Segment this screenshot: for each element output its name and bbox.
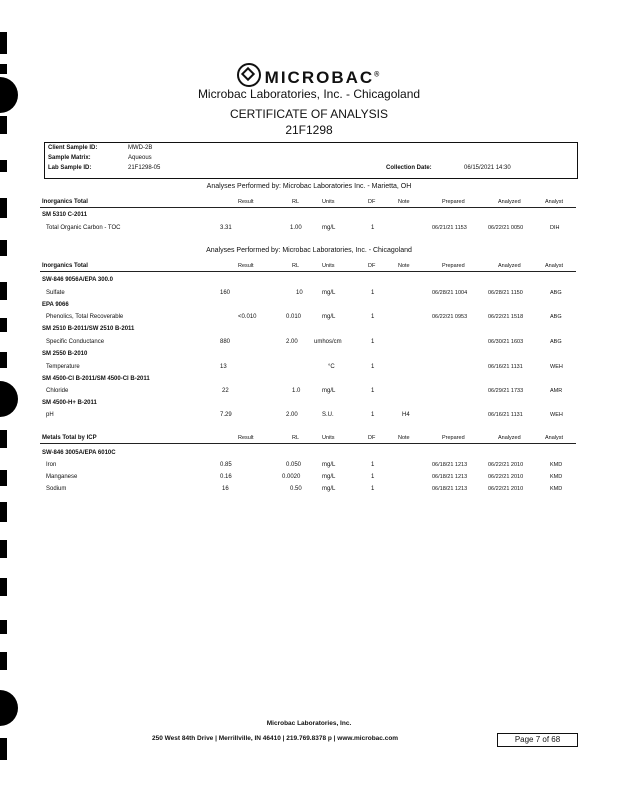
df-value: 1 — [371, 474, 375, 480]
method-label: SM 5310 C-2011 — [42, 212, 88, 218]
section3-rule — [40, 443, 576, 444]
analyst-value: WEH — [550, 364, 563, 370]
prepared-value: 06/28/21 1004 — [432, 290, 468, 296]
analyzed-value: 06/16/21 1131 — [488, 364, 523, 370]
binder-strip-14 — [0, 578, 7, 596]
analyzed-value: 06/29/21 1733 — [488, 388, 524, 394]
rl-value: 1.00 — [290, 225, 302, 231]
lab-sample-value: 21F1298-05 — [128, 165, 161, 171]
col-result: Result — [238, 435, 254, 441]
section2-rule — [40, 271, 576, 272]
col-note: Note — [398, 263, 410, 269]
col-note: Note — [398, 199, 410, 205]
collection-date-label: Collection Date: — [386, 165, 432, 171]
analyzed-value: 06/30/21 1603 — [488, 339, 524, 345]
analyzed-value: 06/28/21 1150 — [488, 290, 523, 296]
prepared-value: 06/18/21 1213 — [432, 474, 468, 480]
units-value: mg/L — [322, 388, 336, 394]
analyte-name: pH — [46, 412, 54, 418]
note-value: H4 — [402, 412, 410, 418]
analyst-value: DIH — [550, 225, 560, 231]
prepared-value: 06/22/21 0953 — [432, 314, 468, 320]
col-prepared: Prepared — [442, 435, 465, 441]
col-note: Note — [398, 435, 410, 441]
microbac-logo-icon — [237, 63, 261, 87]
microbac-logo — [0, 63, 618, 88]
report-id: 21F1298 — [285, 123, 333, 137]
analyzed-value: 06/22/21 2010 — [488, 462, 524, 468]
rl-value: 0.0020 — [282, 474, 301, 480]
units-value: mg/L — [322, 462, 336, 468]
analyte-name: Specific Conductance — [46, 339, 105, 345]
collection-date-value: 06/15/2021 14:30 — [464, 165, 511, 171]
col-rl: RL — [292, 435, 300, 441]
section1-header: Inorganics Total — [42, 199, 88, 205]
col-prepared: Prepared — [442, 199, 465, 205]
analyte-name: Sulfate — [46, 290, 65, 296]
col-analyst: Analyst — [545, 435, 564, 441]
df-value: 1 — [371, 290, 375, 296]
result-value: 3.31 — [220, 225, 232, 231]
analyst-value: KMD — [550, 486, 563, 492]
col-units: Units — [322, 435, 335, 441]
analyzed-value: 06/22/21 2010 — [488, 474, 524, 480]
binder-strip-8 — [0, 318, 7, 332]
col-analyzed: Analyzed — [498, 435, 521, 441]
binder-strip-7 — [0, 282, 7, 300]
method-label: EPA 9066 — [42, 302, 69, 308]
analyst-value: ABG — [550, 339, 562, 345]
df-value: 1 — [371, 225, 375, 231]
col-units: Units — [322, 199, 335, 205]
df-value: 1 — [371, 314, 375, 320]
units-value: mg/L — [322, 314, 336, 320]
result-value: 880 — [220, 339, 231, 345]
col-df: DF — [368, 263, 376, 269]
section1-rule — [40, 207, 576, 208]
performed-by-chicagoland: Analyses Performed by: Microbac Laboratories, Inc. - Chicagoland — [206, 247, 412, 254]
binder-strip-9 — [0, 352, 7, 368]
units-value: S.U. — [322, 412, 334, 418]
col-prepared: Prepared — [442, 263, 465, 269]
method-label: SM 2550 B-2010 — [42, 351, 88, 357]
rl-value: 0.50 — [290, 486, 302, 492]
rl-value: 1.0 — [292, 388, 301, 394]
performed-by-marietta: Analyses Performed by: Microbac Laboratories Inc. - Marietta, OH — [206, 183, 412, 190]
page-number: Page 7 of 68 — [497, 733, 578, 747]
sample-matrix-label: Sample Matrix: — [48, 155, 91, 161]
method-label: SW-846 3005A/EPA 6010C — [42, 450, 116, 456]
units-value: umhos/cm — [314, 339, 342, 345]
client-sample-value: MWD-2B — [128, 145, 153, 151]
rl-value: 0.010 — [286, 314, 302, 320]
sample-matrix-value: Aqueous — [128, 155, 152, 161]
rl-value: 2.00 — [286, 339, 298, 345]
analyte-name: Chloride — [46, 388, 69, 394]
footer-address: 250 West 84th Drive | Merrillville, IN 46410 | 219.769.8378 p | www.microbac.com — [152, 735, 399, 742]
lab-name: Microbac Laboratories, Inc. - Chicagoland — [197, 87, 421, 101]
lab-sample-label: Lab Sample ID: — [48, 165, 92, 171]
units-value: mg/L — [322, 486, 336, 492]
analyst-value: KMD — [550, 474, 563, 480]
method-label: SM 2510 B-2011/SW 2510 B-2011 — [42, 326, 135, 332]
result-value: 16 — [222, 486, 229, 492]
analyzed-value: 06/22/21 1518 — [488, 314, 524, 320]
units-value: mg/L — [322, 290, 336, 296]
result-value: 7.29 — [220, 412, 232, 418]
result-value: 0.85 — [220, 462, 232, 468]
binder-strip-4 — [0, 160, 7, 172]
units-value: mg/L — [322, 225, 336, 231]
units-value: °C — [328, 364, 335, 370]
df-value: 1 — [371, 364, 375, 370]
analyst-value: AMR — [550, 388, 563, 394]
rl-value: 2.00 — [286, 412, 298, 418]
result-value: <0.010 — [238, 314, 257, 320]
result-value: 160 — [220, 290, 231, 296]
document-title: CERTIFICATE OF ANALYSIS — [229, 107, 389, 121]
col-rl: RL — [292, 199, 300, 205]
binder-strip-11 — [0, 470, 7, 486]
df-value: 1 — [371, 388, 375, 394]
binder-strip-10 — [0, 430, 7, 448]
df-value: 1 — [371, 462, 375, 468]
binder-strip-12 — [0, 502, 7, 522]
analyst-value: ABG — [550, 314, 562, 320]
analyzed-value: 06/22/21 0050 — [488, 225, 524, 231]
analyte-name: Manganese — [46, 474, 78, 480]
result-value: 22 — [222, 388, 229, 394]
logo-text: MICROBAC — [264, 68, 375, 87]
analyst-value: KMD — [550, 462, 563, 468]
prepared-value: 06/18/21 1213 — [432, 486, 468, 492]
analyte-name: Total Organic Carbon - TOC — [46, 225, 121, 231]
result-value: 13 — [220, 364, 227, 370]
df-value: 1 — [371, 339, 375, 345]
prepared-value: 06/18/21 1213 — [432, 462, 468, 468]
section2-header: Inorganics Total — [42, 263, 88, 269]
df-value: 1 — [371, 412, 375, 418]
analyzed-value: 06/16/21 1131 — [488, 412, 523, 418]
analyst-value: WEH — [550, 412, 563, 418]
rl-value: 0.050 — [286, 462, 302, 468]
method-label: SM 4500-Cl B-2011/SM 4500-Cl B-2011 — [42, 376, 150, 382]
col-df: DF — [368, 435, 376, 441]
col-df: DF — [368, 199, 376, 205]
logo-registered-mark: ® — [374, 71, 382, 79]
col-analyzed: Analyzed — [498, 199, 521, 205]
analyte-name: Temperature — [46, 364, 80, 370]
binder-strip-1 — [0, 32, 7, 54]
sample-info-box — [44, 142, 578, 179]
binder-strip-16 — [0, 652, 7, 670]
client-sample-label: Client Sample ID: — [48, 145, 98, 151]
binder-strip-13 — [0, 540, 7, 558]
col-analyst: Analyst — [545, 199, 564, 205]
binder-strip-5 — [0, 198, 7, 218]
df-value: 1 — [371, 486, 375, 492]
footer-company: Microbac Laboratories, Inc. — [266, 720, 352, 727]
binder-strip-15 — [0, 620, 7, 634]
col-result: Result — [238, 199, 254, 205]
analyte-name: Phenolics, Total Recoverable — [46, 314, 124, 320]
col-units: Units — [322, 263, 335, 269]
section3-header: Metals Total by ICP — [42, 435, 97, 441]
col-rl: RL — [292, 263, 300, 269]
rl-value: 10 — [296, 290, 303, 296]
units-value: mg/L — [322, 474, 336, 480]
analyst-value: ABG — [550, 290, 562, 296]
method-label: SW-846 9056A/EPA 300.0 — [42, 277, 113, 283]
punch-hole-middle — [0, 381, 18, 417]
method-label: SM 4500-H+ B-2011 — [42, 400, 97, 406]
prepared-value: 06/21/21 1153 — [432, 225, 467, 231]
analyte-name: Sodium — [46, 486, 67, 492]
analyzed-value: 06/22/21 2010 — [488, 486, 524, 492]
result-value: 0.16 — [220, 474, 232, 480]
col-result: Result — [238, 263, 254, 269]
analyte-name: Iron — [46, 462, 57, 468]
binder-strip-17 — [0, 738, 7, 760]
col-analyzed: Analyzed — [498, 263, 521, 269]
col-analyst: Analyst — [545, 263, 564, 269]
